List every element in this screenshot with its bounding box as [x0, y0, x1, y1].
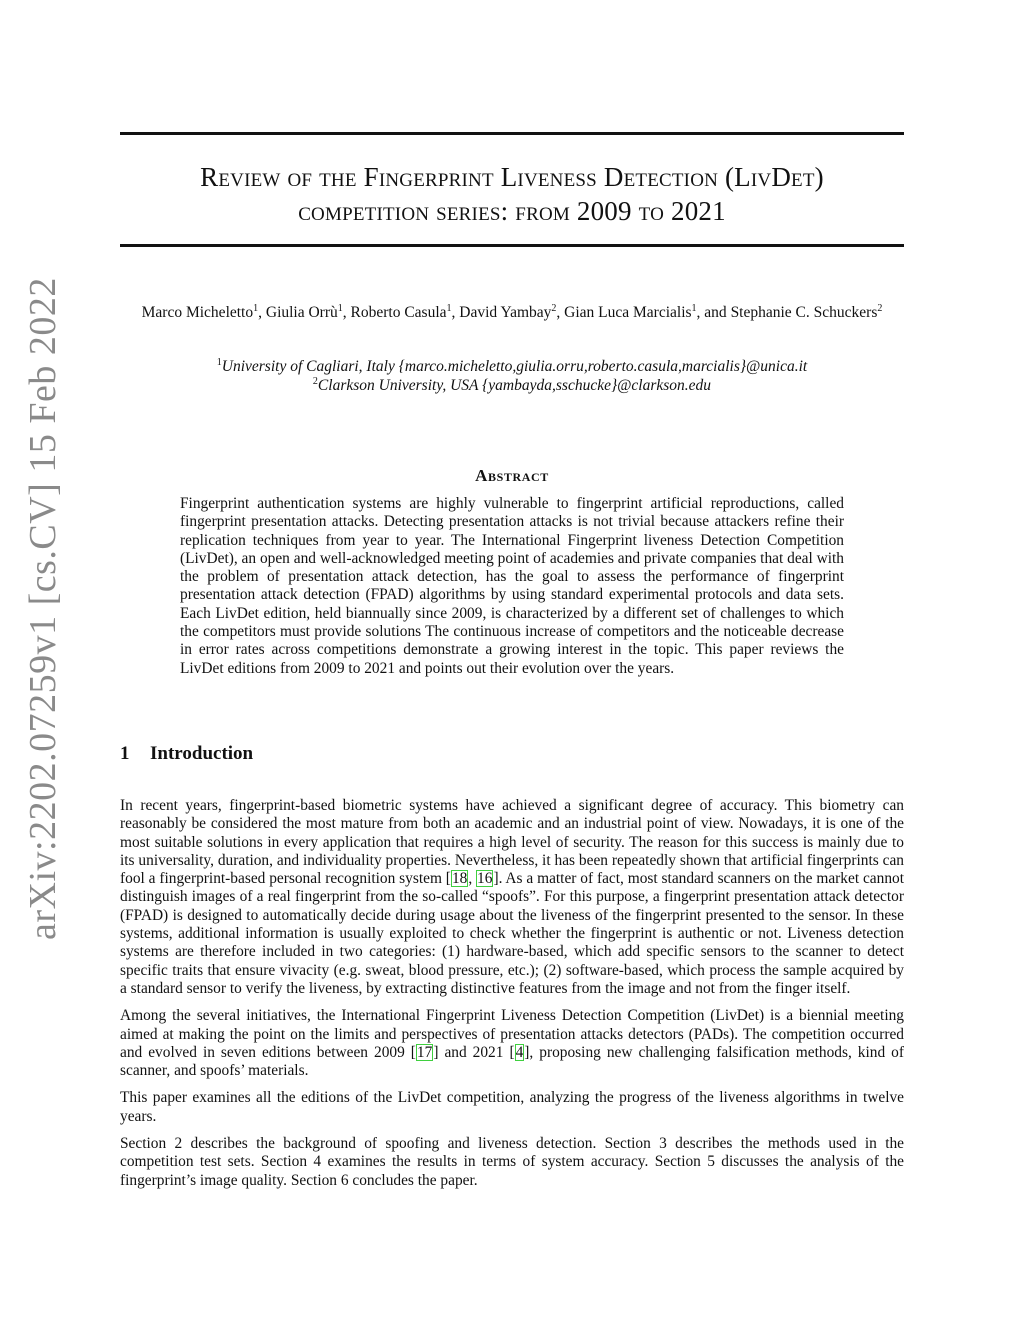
paragraph-2: Among the several initiatives, the International Fingerprint Liveness Detection Competition (LivDet) is a biennial meeting aimed at making the point on the limits and perspectives of presentation attacks detectors (PADs). The competition occurred and evolved in seven editions between 2009 [17] and 2021 [4], proposing new challenging falsification methods, kind of scanner, and spoofs’ materials. — [120, 1007, 904, 1080]
author: Giulia Orrù$^1$ — [265, 303, 343, 321]
citation-link[interactable]: 4 — [515, 1043, 524, 1061]
abstract-text: Fingerprint authentication systems are highly vulnerable to fingerprint artificial reproductions, called fingerprint presentation attacks. Detecting presentation attacks is not trivial because attackers refine their replication techniques from year to year. The International Fingerprint liveness Detection Competition (LivDet), an open and well-acknowledged meeting point of academies and private companies that deal with the problem of presentation attack detection, has the goal to assess the performance of fingerprint presentation attack detection (FPAD) algorithms by using standard experimental protocols and data sets. Each LivDet edition, held biannually since 2009, is characterized by a different set of challenges to which the competitors must provide solutions The continuous increase of competitors and the noticeable decrease in error rates across competitions demonstrate a growing interest in the topic. This paper reviews the LivDet editions from 2009 to 2021 and points out their evolution over the years. — [180, 495, 844, 677]
author: Roberto Casula$^1$ — [350, 303, 452, 321]
author: David Yambay$^2$ — [459, 303, 557, 321]
author: Gian Luca Marcialis$^1$ — [564, 303, 697, 321]
arxiv-identifier-stamp: arXiv:2202.07259v1 [cs.CV] 15 Feb 2022 — [22, 277, 64, 940]
abstract-heading: Abstract — [475, 466, 549, 485]
title-rule-bottom — [120, 244, 904, 247]
author-list: Marco Micheletto$^1$, Giulia Orrù$^1$, Roberto Casula$^1$, David Yambay$^2$, Gian Luca Marcialis$^1$, and Stephanie C. Schuckers$^2$ — [141, 303, 883, 321]
paragraph-3: This paper examines all the editions of the LivDet competition, analyzing the progress of the liveness algorithms in twelve years. — [120, 1089, 904, 1125]
author: Marco Micheletto$^1$ — [141, 303, 259, 321]
affiliations — [120, 357, 904, 395]
section-number: 1 — [120, 743, 130, 764]
paragraph-4: Section 2 describes the background of spoofing and liveness detection. Section 3 describes the methods used in the competition test sets. Section 4 examines the results in terms of system accuracy. Section 5 discusses the analysis of the fingerprint’s image quality. Section 6 concludes the paper. — [120, 1135, 904, 1189]
introduction-body — [120, 797, 904, 1199]
author: Stephanie C. Schuckers$^2$ — [730, 303, 883, 321]
title-line-2: competition series: from 2009 to 2021 — [298, 196, 726, 226]
citation-link[interactable]: 18 — [451, 870, 468, 888]
paragraph-1: In recent years, fingerprint-based biometric systems have achieved a significant degree of accuracy. This biometry can reasonably be considered the most mature from both an academic and an industrial point of view. Nowadays, it is one of the most suitable solutions in every application that requires a high level of security. The reason for this success is mainly due to its universality, duration, and individuality properties. Nevertheless, it has been repeatedly shown that artificial fingerprints can fool a fingerprint-based personal recognition system [18, 16]. As a matter of fact, most standard scanners on the market cannot distinguish images of a real fingerprint from the so-called “spoofs”. For this purpose, a fingerprint presentation attack detector (FPAD) is designed to automatically decide during usage about the liveness of the fingerprint presented to the sensor. In these systems, additional information is usually exploited to check whether the fingerprint is authentic or not. Liveness detection systems are therefore included in two categories: (1) hardware-based, which add specific sensors to the scanner to detect specific traits that ensure vivacity (e.g. sweat, blood pressure, etc.); (2) software-based, which process the sample acquired by a standard sensor to verify the liveness, by extracting distinctive features from the image and not from the finger itself. — [120, 797, 904, 997]
affiliation-2: $^2$Clarkson University, USA {yambayda,sschucke}@clarkson.edu — [312, 376, 712, 394]
title-rule-top — [120, 132, 904, 135]
section-heading-introduction — [120, 743, 253, 765]
paper-title — [120, 160, 904, 228]
section-title-text: Introduction — [150, 743, 254, 764]
citation-link[interactable]: 17 — [416, 1043, 433, 1061]
citation-link[interactable]: 16 — [477, 870, 493, 888]
title-line-1: Review of the Fingerprint Liveness Detection (LivDet) — [200, 162, 824, 192]
affiliation-1: $^1$University of Cagliari, Italy {marco.micheletto,giulia.orru,roberto.casula,marcialis}@unica.it — [216, 357, 808, 375]
